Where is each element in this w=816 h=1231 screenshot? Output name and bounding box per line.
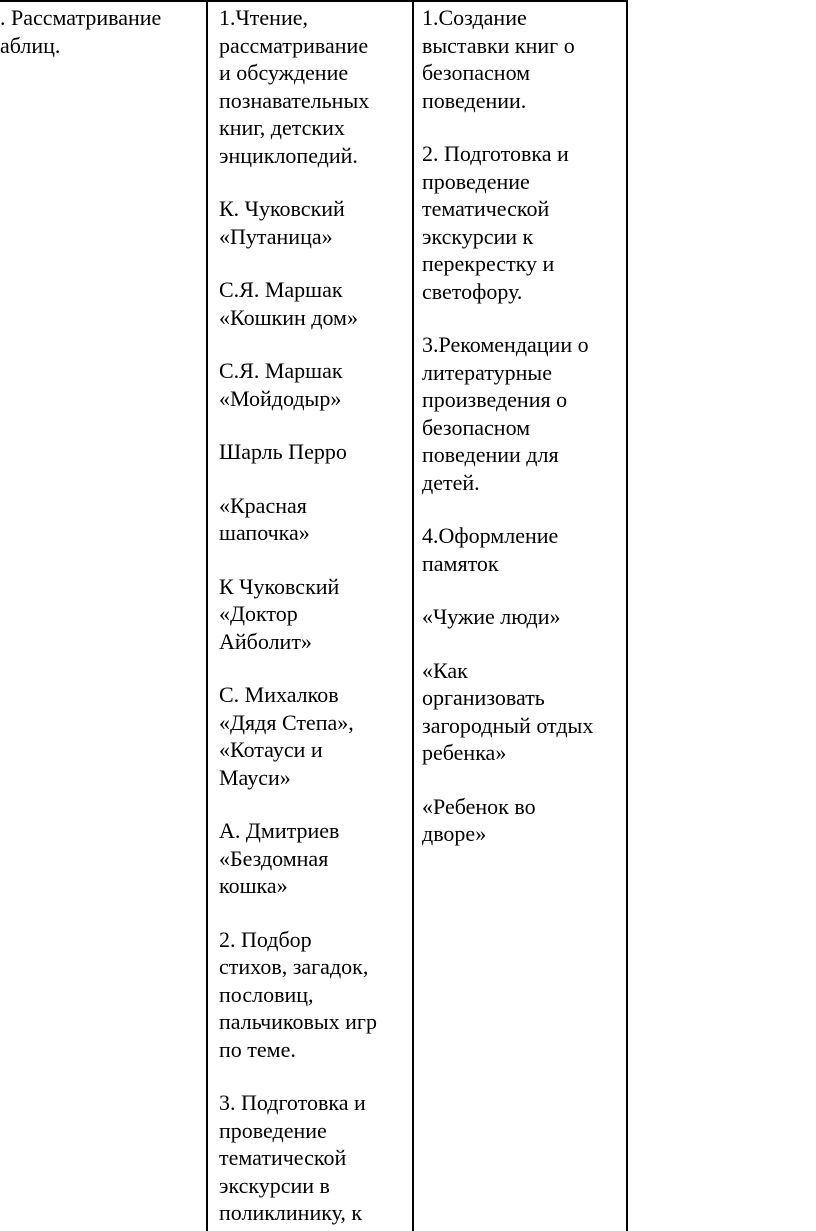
paragraph (422, 657, 622, 767)
paragraph-gap (422, 577, 622, 603)
paragraph (219, 926, 409, 1064)
cell-line: поликлинику, к (219, 1200, 363, 1225)
cell-line: А. Дмитриев (219, 818, 340, 843)
cell-line: аблиц. (0, 32, 61, 58)
cell-line: загородный отдых (422, 712, 594, 738)
cell-line: организовать (422, 685, 545, 710)
column-divider-2 (412, 0, 414, 1231)
cell-line: «Доктор (219, 601, 298, 626)
paragraph (422, 603, 622, 631)
paragraph-gap (422, 631, 622, 657)
cell-line: С. Михалков (219, 682, 339, 707)
cell-line: проведение (422, 168, 530, 194)
cell-line: произведения о (422, 387, 568, 412)
paragraph (422, 4, 622, 114)
paragraph (219, 817, 409, 900)
cell-line: поведении для (422, 442, 559, 467)
paragraph-gap (422, 114, 622, 140)
cell-line: . Рассматривание (0, 5, 162, 30)
paragraph (422, 331, 622, 496)
cell-line: 3.Рекомендации о (422, 332, 589, 357)
paragraph-gap (219, 331, 409, 357)
cell-line: С.Я. Маршак (219, 358, 343, 383)
cell-line: дворе» (422, 821, 487, 846)
cell-line: книг, детских (219, 115, 345, 140)
cell-line: рассматривание (219, 32, 369, 58)
cell-line: литературные (422, 359, 552, 385)
paragraph (219, 573, 409, 656)
cell-line: тематической (422, 196, 550, 221)
cell-line: «Бездомная (219, 845, 329, 871)
cell-line: экскурсии в (219, 1172, 330, 1198)
cell-line: пальчиковых игр (219, 1009, 377, 1034)
cell-line: шапочка» (219, 520, 310, 545)
paragraph-gap (219, 655, 409, 681)
cell-line: выставки книг о (422, 32, 575, 58)
cell-line: Мауси» (219, 764, 291, 790)
cell-line: «Путаница» (219, 223, 333, 249)
cell-line: детей. (422, 469, 480, 495)
paragraph (219, 1089, 409, 1227)
cell-line: познавательных (219, 87, 370, 113)
cell-line: К Чуковский (219, 573, 340, 599)
cell-line: К. Чуковский (219, 196, 345, 221)
cell-line: 3. Подготовка и (219, 1090, 366, 1115)
cell-line: безопасном (422, 60, 531, 85)
cell-line: «Дядя Степа», (219, 709, 354, 735)
cell-line: С.Я. Маршак (219, 277, 343, 302)
cell-line: и обсуждение (219, 60, 349, 85)
column-divider-1 (206, 0, 208, 1231)
cell-line: ребенка» (422, 740, 507, 765)
table-cell-work-with-children (219, 0, 409, 1227)
paragraph-gap (219, 250, 409, 276)
paragraph-gap (422, 767, 622, 793)
paragraph (219, 681, 409, 791)
paragraph (422, 522, 622, 577)
cell-line: безопасном (422, 414, 531, 440)
paragraph-gap (219, 466, 409, 492)
cell-line: энциклопедий. (219, 142, 358, 168)
table-cell-work-with-parents (422, 0, 622, 848)
paragraph (219, 195, 409, 250)
cell-line: 4.Оформление (422, 523, 559, 548)
cell-line: пословиц, (219, 981, 314, 1007)
cell-line: перекрестку и (422, 251, 555, 276)
cell-line: экскурсии к (422, 223, 534, 249)
cell-line: по теме. (219, 1036, 296, 1062)
cell-line: стихов, загадок, (219, 954, 369, 979)
paragraph (219, 357, 409, 412)
cell-line: 2. Подбор (219, 926, 312, 952)
cell-line: Айболит» (219, 628, 312, 654)
cell-line: тематической (219, 1145, 347, 1170)
cell-line: «Котауси и (219, 737, 323, 762)
cell-line: памяток (422, 550, 499, 576)
cell-line: «Кошкин дом» (219, 304, 358, 330)
cell-line: «Чужие люди» (422, 604, 561, 629)
cell-line: «Как (422, 657, 468, 683)
paragraph-gap (219, 900, 409, 926)
paragraph (219, 492, 409, 547)
paragraph (219, 276, 409, 331)
table-right-border (626, 0, 628, 1231)
paragraph (219, 438, 409, 466)
cell-line: кошка» (219, 873, 288, 898)
cell-line: «Ребенок во (422, 793, 536, 819)
paragraph-gap (422, 496, 622, 522)
table-cell-topic (0, 0, 204, 59)
paragraph-gap (219, 1063, 409, 1089)
cell-line: светофору. (422, 278, 523, 304)
cell-line: Шарль Перро (219, 439, 347, 464)
paragraph-gap (219, 412, 409, 438)
cell-line: 1.Чтение, (219, 5, 308, 30)
cell-line: поведении. (422, 87, 527, 113)
paragraph (422, 140, 622, 305)
paragraph (219, 4, 409, 169)
paragraph (422, 793, 622, 848)
paragraph-gap (219, 791, 409, 817)
paragraph-gap (219, 547, 409, 573)
cell-line: «Мойдодыр» (219, 385, 342, 411)
paragraph-gap (422, 305, 622, 331)
cell-line: 2. Подготовка и (422, 141, 569, 166)
paragraph-gap (219, 169, 409, 195)
cell-line: «Красная (219, 492, 307, 518)
cell-line: проведение (219, 1117, 327, 1143)
cell-line: 1.Создание (422, 5, 527, 30)
